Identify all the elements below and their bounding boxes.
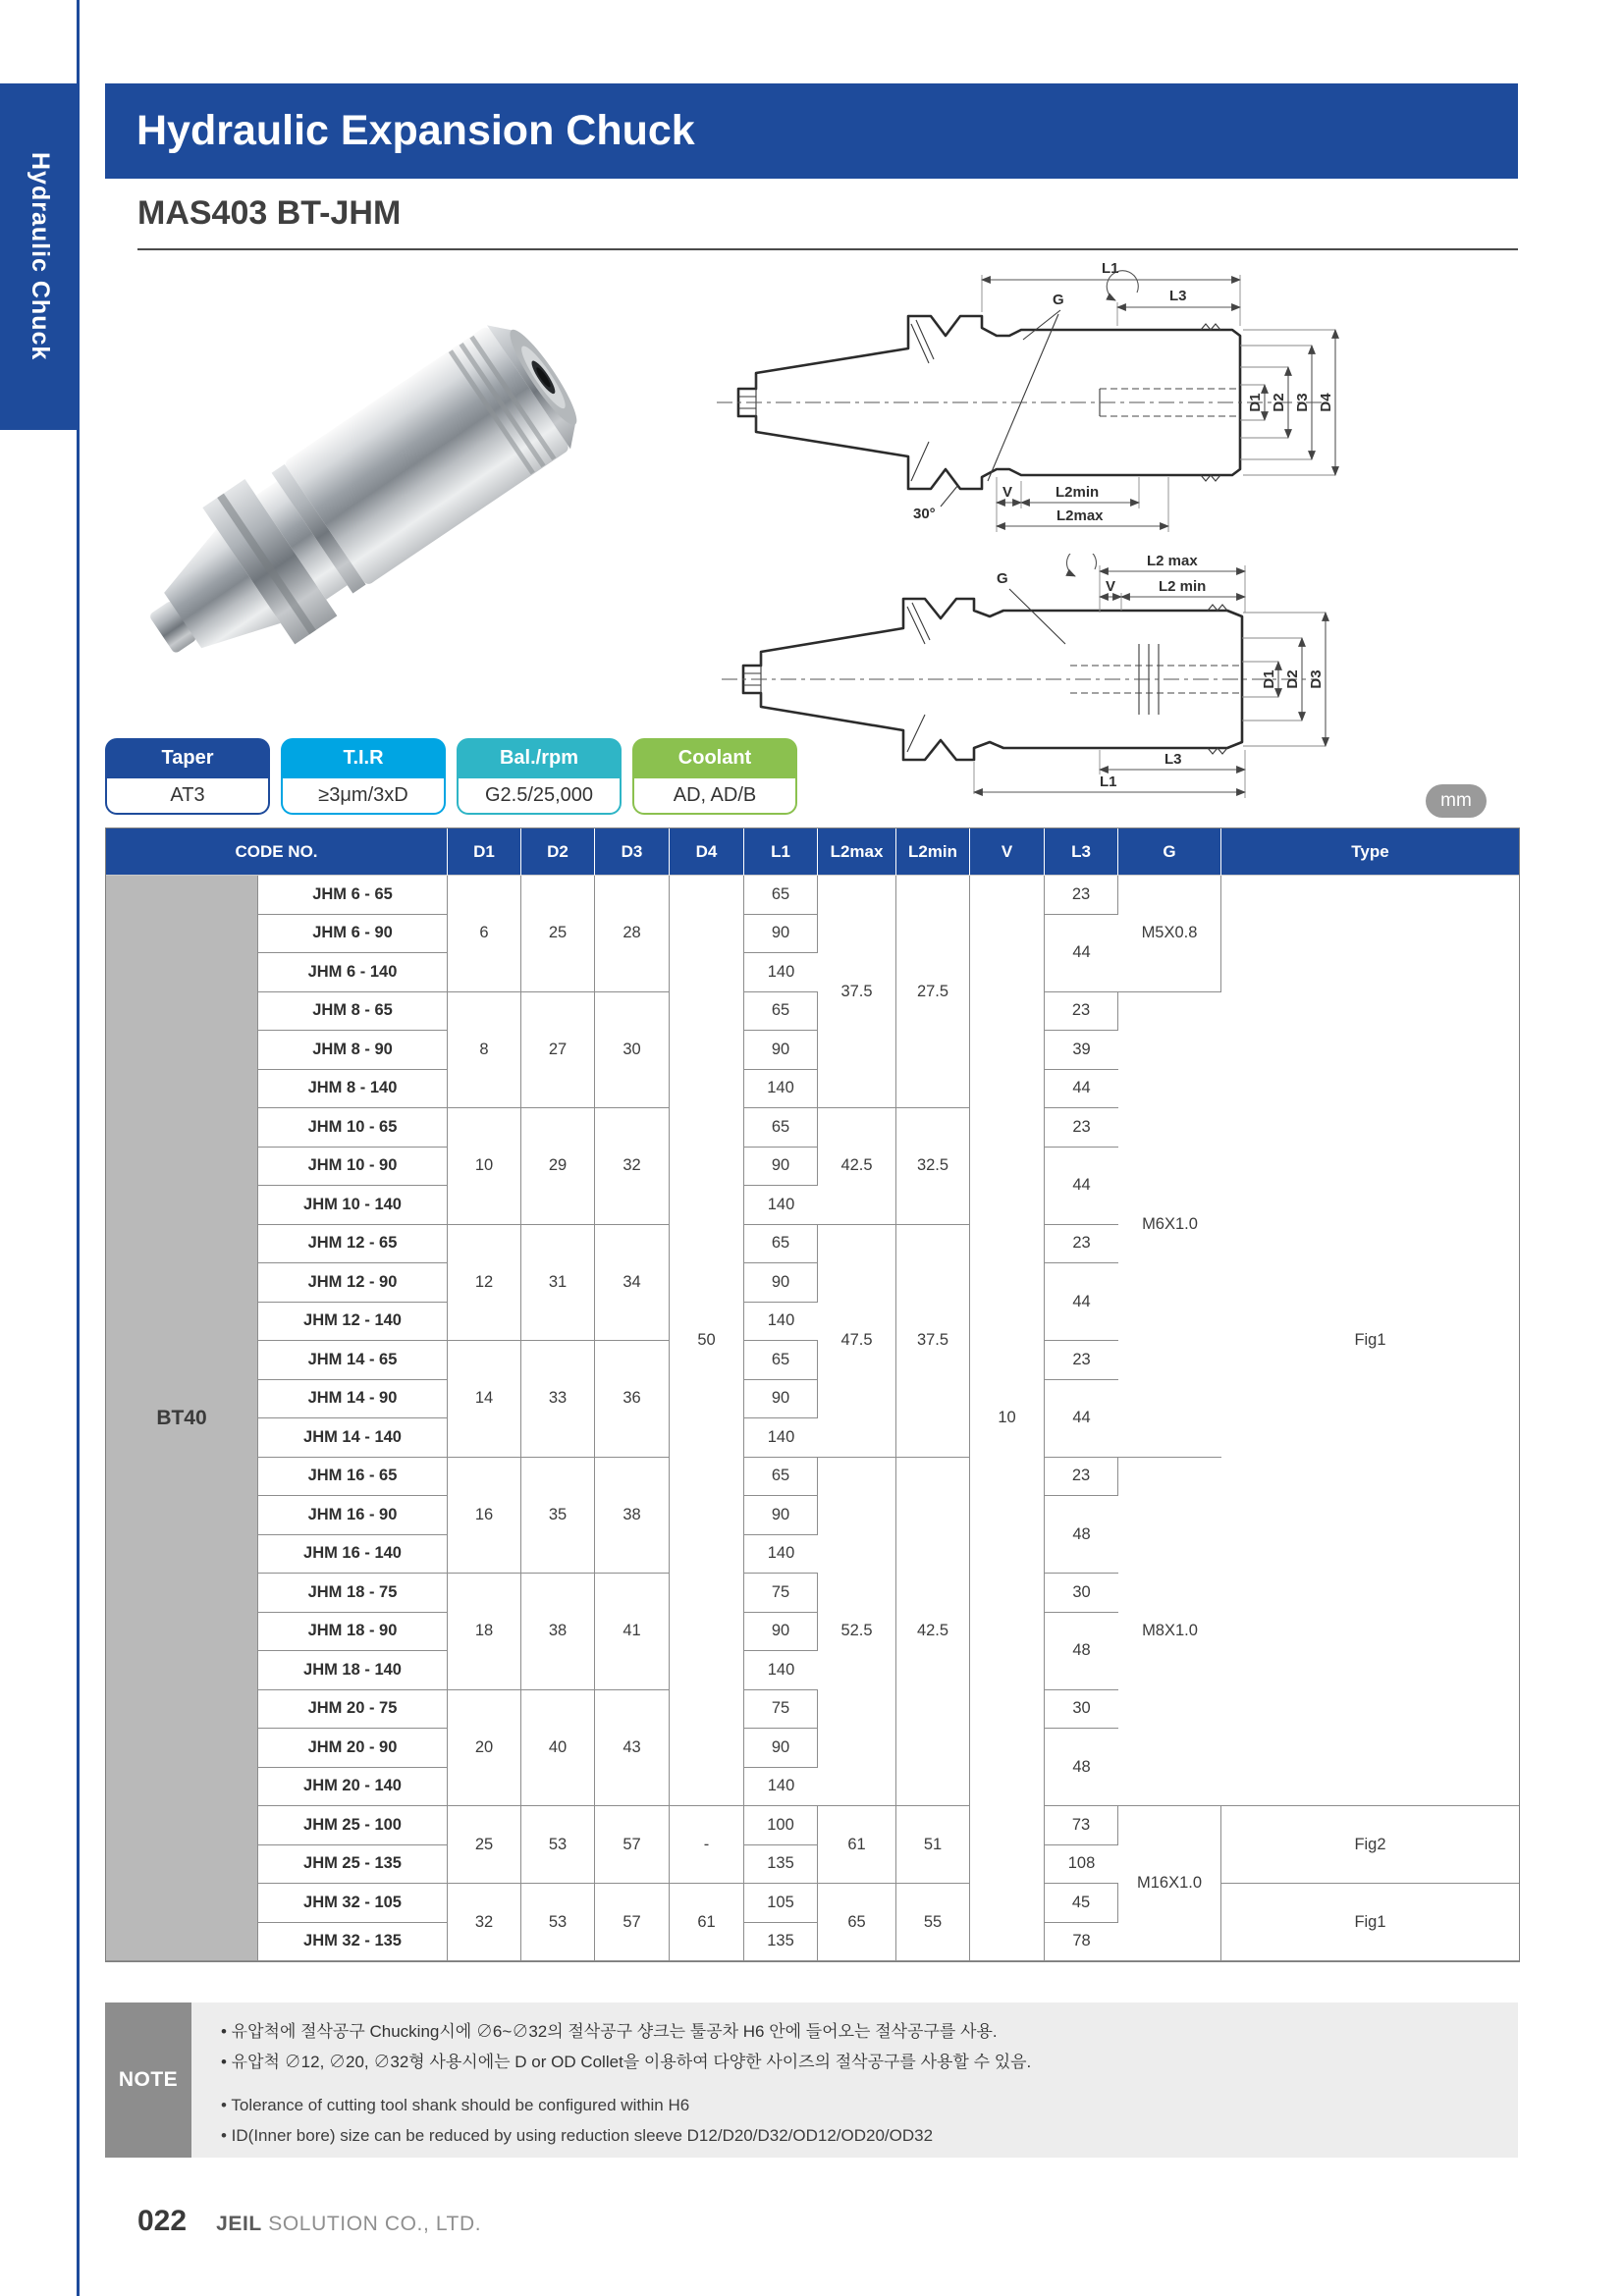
fig2-dim-g: G (997, 570, 1008, 587)
value-cell: 57 (595, 1884, 670, 1961)
code-cell: JHM 25 - 100 (258, 1806, 448, 1845)
value-cell: 43 (595, 1690, 670, 1807)
fig1-dim-l3: L3 (1169, 288, 1187, 304)
code-cell: JHM 6 - 65 (258, 876, 448, 915)
spec-badge-label: Bal./rpm (457, 738, 622, 778)
code-cell: JHM 16 - 140 (258, 1535, 448, 1575)
value-cell: Fig2 (1221, 1806, 1519, 1884)
value-cell: 90 (744, 1496, 818, 1535)
col-header-v: V (970, 828, 1045, 876)
company-name-bold: JEIL (216, 2213, 262, 2235)
value-cell: 44 (1045, 915, 1118, 992)
code-cell: JHM 14 - 140 (258, 1418, 448, 1458)
fig1-dim-d1: D1 (1247, 393, 1264, 412)
fig2-dim-d2: D2 (1284, 669, 1301, 689)
value-cell: 23 (1045, 1341, 1118, 1380)
value-cell: 90 (744, 915, 818, 954)
value-cell: 30 (1045, 1574, 1118, 1613)
value-cell: 140 (744, 1535, 818, 1575)
value-cell: 44 (1045, 1070, 1118, 1109)
value-cell: 51 (896, 1806, 970, 1884)
value-cell: 73 (1045, 1806, 1118, 1845)
fig1-drawing (677, 255, 1532, 540)
value-cell: 45 (1045, 1884, 1118, 1923)
value-cell: 38 (521, 1574, 595, 1690)
value-cell: 90 (744, 1613, 818, 1652)
value-cell: 23 (1045, 876, 1118, 915)
code-cell: JHM 12 - 140 (258, 1303, 448, 1342)
spec-table-wrap (105, 828, 1520, 1962)
page-title: Hydraulic Expansion Chuck (136, 107, 695, 154)
value-cell: 140 (744, 1651, 818, 1690)
chapter-tab-label: Hydraulic Chuck (27, 152, 54, 361)
fig1-dim-l2max: L2max (1056, 507, 1104, 524)
col-header-d3: D3 (595, 828, 670, 876)
fig2-dim-l3: L3 (1164, 751, 1182, 768)
value-cell: 16 (448, 1458, 521, 1575)
spec-table (105, 828, 1520, 1962)
note-line: • ID(Inner bore) size can be reduced by using reduction sleeve D12/D20/D32/OD12/OD20/OD32 (221, 2126, 934, 2145)
value-cell: 28 (595, 876, 670, 992)
unit-badge: mm (1426, 784, 1487, 818)
col-header-l2min: L2min (896, 828, 970, 876)
col-header-d2: D2 (521, 828, 595, 876)
col-header-d4: D4 (670, 828, 744, 876)
spec-badge-value: AT3 (105, 778, 270, 815)
value-cell: 14 (448, 1341, 521, 1458)
code-cell: JHM 6 - 90 (258, 915, 448, 954)
fig1-dim-d4: D4 (1318, 393, 1334, 412)
value-cell: 55 (896, 1884, 970, 1961)
value-cell: 20 (448, 1690, 521, 1807)
value-cell: 41 (595, 1574, 670, 1690)
spec-badge-label: Coolant (632, 738, 797, 778)
spec-badges (105, 738, 797, 815)
chuck-illustration (116, 302, 599, 703)
value-cell: 140 (744, 1070, 818, 1109)
value-cell: 100 (744, 1806, 818, 1845)
value-cell: 30 (1045, 1690, 1118, 1730)
col-header-l1: L1 (744, 828, 818, 876)
value-cell: 10 (970, 876, 1045, 1961)
spec-badge-value: G2.5/25,000 (457, 778, 622, 815)
value-cell: 135 (744, 1923, 818, 1962)
value-cell: 18 (448, 1574, 521, 1690)
value-cell: 37.5 (818, 876, 896, 1108)
value-cell: 44 (1045, 1263, 1118, 1341)
value-cell: M6X1.0 (1118, 992, 1221, 1458)
value-cell: 140 (744, 1186, 818, 1225)
code-cell: JHM 8 - 65 (258, 992, 448, 1032)
fig2-dim-l1: L1 (1100, 774, 1117, 790)
table-row (106, 1884, 1519, 1923)
value-cell: 50 (670, 876, 744, 1806)
col-header-codeno: CODE NO. (106, 828, 448, 876)
value-cell: 10 (448, 1108, 521, 1225)
code-cell: JHM 25 - 135 (258, 1845, 448, 1885)
col-header-l2max: L2max (818, 828, 896, 876)
code-cell: JHM 18 - 90 (258, 1613, 448, 1652)
value-cell: 44 (1045, 1380, 1118, 1458)
value-cell: 6 (448, 876, 521, 992)
col-header-type: Type (1221, 828, 1519, 876)
value-cell: 32 (595, 1108, 670, 1225)
code-cell: JHM 20 - 90 (258, 1729, 448, 1768)
value-cell: 140 (744, 1303, 818, 1342)
value-cell: 39 (1045, 1031, 1118, 1070)
value-cell: 42.5 (818, 1108, 896, 1225)
value-cell: 25 (521, 876, 595, 992)
spec-table-body (106, 876, 1519, 1961)
value-cell: 90 (744, 1380, 818, 1419)
code-cell: JHM 18 - 75 (258, 1574, 448, 1613)
value-cell: 65 (744, 1458, 818, 1497)
value-cell: 40 (521, 1690, 595, 1807)
value-cell: 23 (1045, 1108, 1118, 1148)
fig1-dim-l1: L1 (1102, 260, 1119, 277)
code-cell: JHM 18 - 140 (258, 1651, 448, 1690)
value-cell: 65 (744, 876, 818, 915)
value-cell: 108 (1045, 1845, 1118, 1885)
value-cell: 35 (521, 1458, 595, 1575)
value-cell: M5X0.8 (1118, 876, 1221, 992)
value-cell: M8X1.0 (1118, 1458, 1221, 1807)
company-name (216, 2213, 481, 2236)
code-cell: JHM 12 - 90 (258, 1263, 448, 1303)
value-cell: 23 (1045, 992, 1118, 1032)
code-cell: JHM 32 - 135 (258, 1923, 448, 1962)
spec-badge-value: AD, AD/B (632, 778, 797, 815)
value-cell: M16X1.0 (1118, 1806, 1221, 1961)
page-title-bar (105, 83, 1518, 179)
code-cell: JHM 32 - 105 (258, 1884, 448, 1923)
note-lines (191, 2002, 1051, 2158)
value-cell: 48 (1045, 1496, 1118, 1574)
col-header-g: G (1118, 828, 1221, 876)
value-cell: 23 (1045, 1225, 1118, 1264)
value-cell: 27.5 (896, 876, 970, 1108)
value-cell: 32.5 (896, 1108, 970, 1225)
value-cell: 30 (595, 992, 670, 1109)
value-cell: 52.5 (818, 1458, 896, 1807)
value-cell: 61 (818, 1806, 896, 1884)
spec-badge-label: Taper (105, 738, 270, 778)
value-cell: 135 (744, 1845, 818, 1885)
col-header-d1: D1 (448, 828, 521, 876)
col-header-l3: L3 (1045, 828, 1118, 876)
code-cell: JHM 6 - 140 (258, 953, 448, 992)
code-cell: JHM 8 - 90 (258, 1031, 448, 1070)
value-cell: 57 (595, 1806, 670, 1884)
value-cell: 140 (744, 953, 818, 992)
value-cell: 140 (744, 1418, 818, 1458)
value-cell: 90 (744, 1729, 818, 1768)
value-cell: - (670, 1806, 744, 1884)
code-cell: JHM 16 - 90 (258, 1496, 448, 1535)
code-cell: JHM 20 - 140 (258, 1768, 448, 1807)
value-cell: 90 (744, 1263, 818, 1303)
spec-table-head-row (106, 828, 1519, 876)
fig2-dim-l2min: L2 min (1159, 578, 1207, 595)
code-cell: JHM 12 - 65 (258, 1225, 448, 1264)
value-cell: Fig1 (1221, 876, 1519, 1806)
value-cell: 38 (595, 1458, 670, 1575)
code-cell: JHM 10 - 140 (258, 1186, 448, 1225)
value-cell: 75 (744, 1690, 818, 1730)
value-cell: 33 (521, 1341, 595, 1458)
value-cell: 65 (744, 1341, 818, 1380)
code-cell: JHM 10 - 90 (258, 1148, 448, 1187)
value-cell: 48 (1045, 1729, 1118, 1806)
fig1-dim-v: V (1002, 484, 1013, 501)
value-cell: 61 (670, 1884, 744, 1961)
product-photo (116, 257, 646, 733)
note-line: • Tolerance of cutting tool shank should be configured within H6 (221, 2096, 690, 2114)
spec-badge-value: ≥3μm/3xD (281, 778, 446, 815)
value-cell: 25 (448, 1806, 521, 1884)
value-cell: 53 (521, 1806, 595, 1884)
value-cell: 37.5 (896, 1225, 970, 1458)
code-cell: JHM 20 - 75 (258, 1690, 448, 1730)
fig2-drawing (677, 554, 1532, 799)
value-cell: 140 (744, 1768, 818, 1807)
value-cell: 90 (744, 1031, 818, 1070)
value-cell: 42.5 (896, 1458, 970, 1807)
code-cell: JHM 10 - 65 (258, 1108, 448, 1148)
value-cell: Fig1 (1221, 1884, 1519, 1961)
value-cell: 78 (1045, 1923, 1118, 1962)
value-cell: 75 (744, 1574, 818, 1613)
page-number: 022 (137, 2205, 188, 2237)
value-cell: 65 (744, 992, 818, 1032)
value-cell: 44 (1045, 1148, 1118, 1225)
value-cell: 47.5 (818, 1225, 896, 1458)
page-footer (137, 2205, 481, 2238)
value-cell: 8 (448, 992, 521, 1109)
fig2-dim-d3: D3 (1308, 669, 1325, 689)
note-label: NOTE (105, 2002, 191, 2158)
value-cell: 34 (595, 1225, 670, 1342)
spec-badge-t-i-r (281, 738, 446, 815)
company-name-rest: SOLUTION CO., LTD. (261, 2213, 482, 2235)
fig1-dim-d2: D2 (1271, 393, 1287, 412)
spec-badge-taper (105, 738, 270, 815)
value-cell: 65 (744, 1108, 818, 1148)
table-row (106, 876, 1519, 915)
fig1-dim-angle: 30° (913, 506, 936, 522)
value-cell: 29 (521, 1108, 595, 1225)
value-cell: 32 (448, 1884, 521, 1961)
value-cell: 36 (595, 1341, 670, 1458)
fig1-dim-g: G (1053, 292, 1064, 308)
value-cell: 48 (1045, 1613, 1118, 1690)
table-row (106, 1806, 1519, 1845)
code-cell: JHM 14 - 65 (258, 1341, 448, 1380)
value-cell: 12 (448, 1225, 521, 1342)
code-cell: JHM 16 - 65 (258, 1458, 448, 1497)
chapter-tab (0, 83, 80, 430)
note-line: • 유압척에 절삭공구 Chucking시에 ∅6~∅32의 절삭공구 샹크는 툴공차 H6 안에 들어오는 절삭공구를 사용. (221, 2022, 998, 2041)
code-cell: JHM 8 - 140 (258, 1070, 448, 1109)
value-cell: 65 (744, 1225, 818, 1264)
fig2-dim-v: V (1106, 578, 1116, 595)
fig1-dim-d3: D3 (1294, 393, 1311, 412)
note-line: • 유압척 ∅12, ∅20, ∅32형 사용시에는 D or OD Collet을 이용하여 다양한 사이즈의 절삭공구를 사용할 수 있음. (221, 2053, 1032, 2071)
fig1-dim-l2min: L2min (1056, 484, 1100, 501)
value-cell: 65 (818, 1884, 896, 1961)
code-cell: JHM 14 - 90 (258, 1380, 448, 1419)
fig2-dim-l2max: L2 max (1147, 554, 1198, 569)
page-subtitle: MAS403 BT-JHM (137, 194, 1518, 250)
note-box (105, 2002, 1518, 2158)
spec-badge-coolant (632, 738, 797, 815)
value-cell: 105 (744, 1884, 818, 1923)
value-cell: 90 (744, 1148, 818, 1187)
value-cell: 31 (521, 1225, 595, 1342)
value-cell: 53 (521, 1884, 595, 1961)
value-cell: 27 (521, 992, 595, 1109)
taper-group-cell: BT40 (106, 876, 258, 1961)
spec-badge-label: T.I.R (281, 738, 446, 778)
fig2-dim-d1: D1 (1261, 669, 1277, 689)
spec-badge-bal-rpm (457, 738, 622, 815)
value-cell: 23 (1045, 1458, 1118, 1497)
